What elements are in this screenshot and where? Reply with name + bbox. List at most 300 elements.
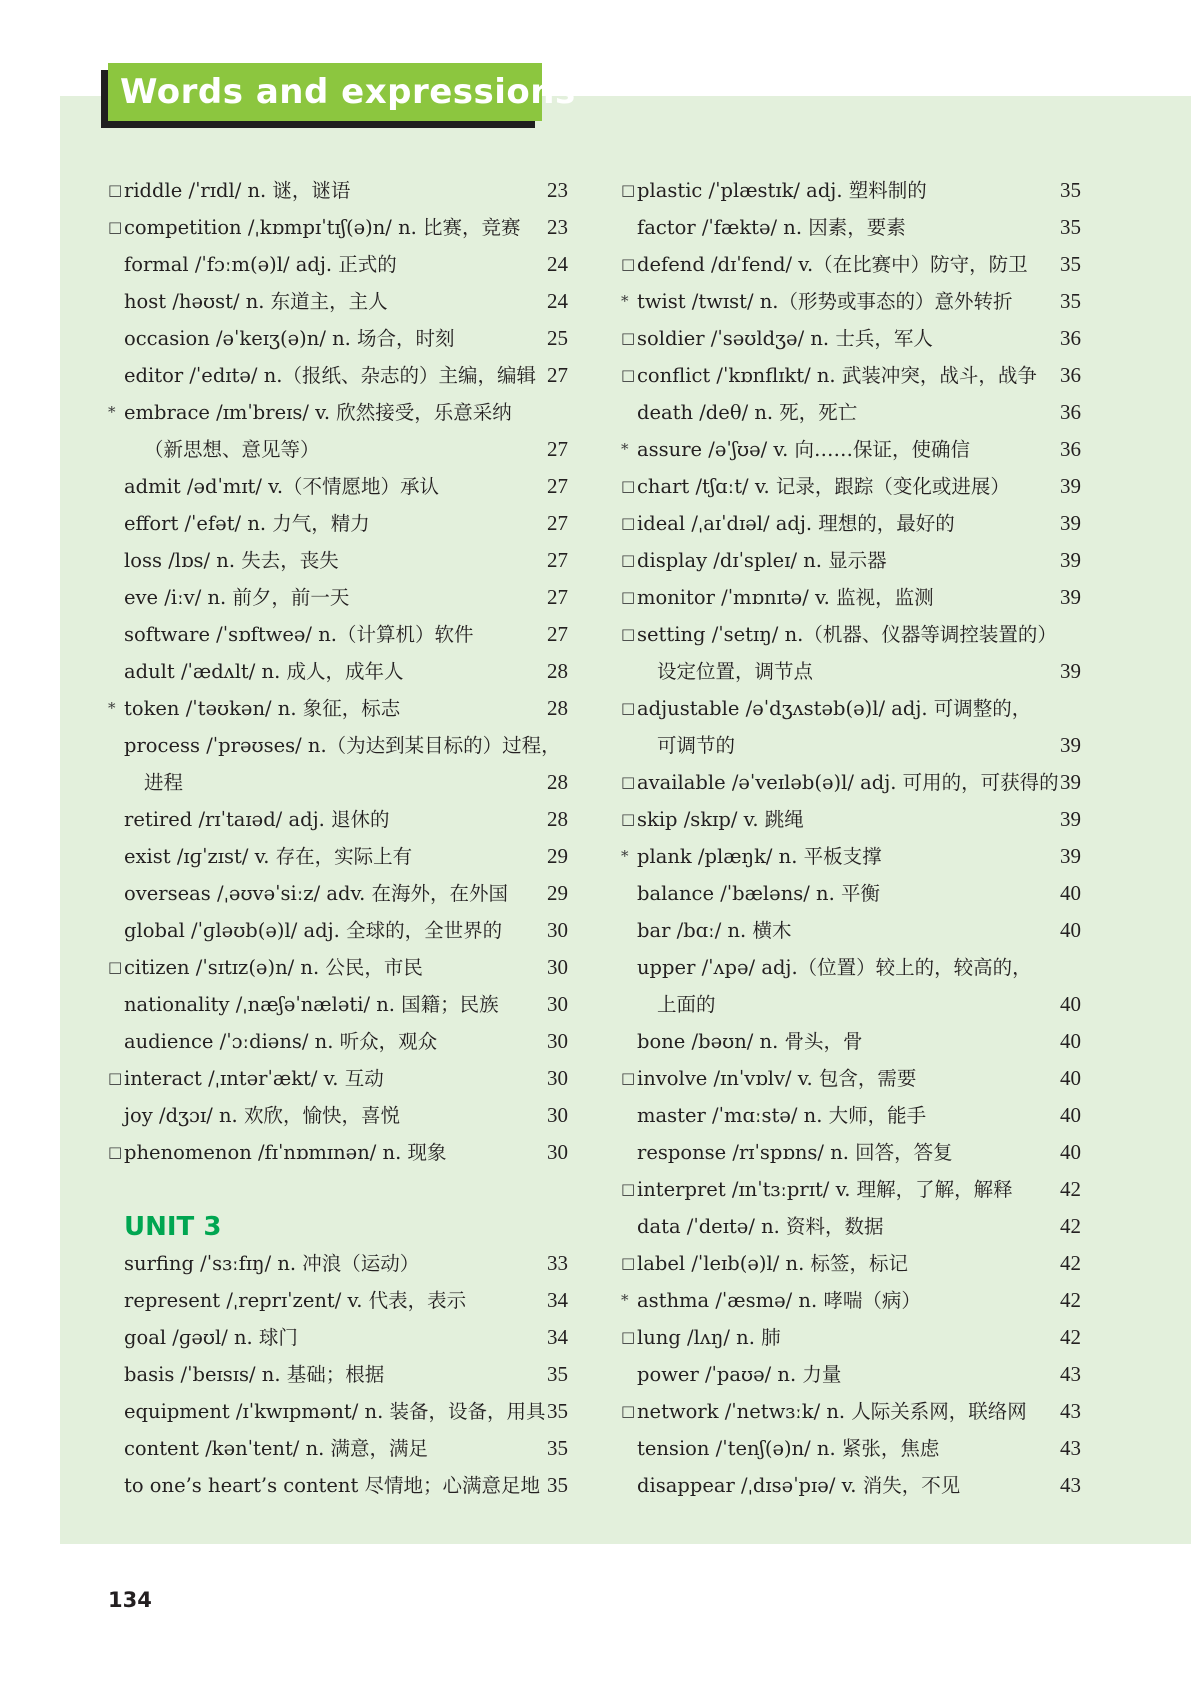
vocab-entry — [621, 357, 1081, 394]
vocab-entry — [621, 1134, 1081, 1171]
entry-text: content /kənˈtent/ n. 满意，满足 — [124, 1437, 429, 1460]
entry-line — [621, 1245, 1081, 1282]
vocab-entry — [621, 875, 1081, 912]
vocab-entry — [108, 1430, 568, 1467]
entry-line — [108, 209, 568, 246]
vocab-entry — [108, 801, 568, 838]
checkbox-square-icon: □ — [621, 1180, 636, 1198]
vocab-entry — [621, 172, 1081, 209]
entry-text: available /əˈveɪləb(ə)l/ adj. 可用的，可获得的 — [637, 771, 1059, 794]
vocab-entry — [621, 1171, 1081, 1208]
checkbox-square-icon: □ — [108, 218, 123, 236]
entry-page-number: 35 — [547, 1473, 568, 1497]
entry-line — [621, 1134, 1081, 1171]
vocab-entry — [108, 1134, 568, 1171]
entry-line — [108, 1023, 568, 1060]
entry-page-number: 35 — [547, 1362, 568, 1386]
entry-page-number: 28 — [547, 807, 568, 831]
page-title: Words and expressions — [108, 63, 542, 121]
entry-line — [621, 653, 1081, 690]
entry-page-number: 34 — [547, 1325, 568, 1349]
entry-text: upper /ˈʌpə/ adj.（位置）较上的，较高的， — [637, 956, 1032, 979]
entry-line — [621, 1356, 1081, 1393]
entry-text: formal /ˈfɔːm(ə)l/ adj. 正式的 — [124, 253, 397, 276]
section-spacer — [108, 1171, 568, 1205]
entry-line — [621, 431, 1081, 468]
entry-line — [621, 986, 1081, 1023]
entry-page-number: 27 — [547, 437, 568, 461]
asterisk-marker: * — [621, 440, 629, 458]
entry-page-number: 27 — [547, 474, 568, 498]
entry-page-number: 24 — [547, 252, 568, 276]
checkbox-square-icon: □ — [621, 625, 636, 643]
vocab-entry — [108, 394, 568, 468]
vocab-entry — [108, 542, 568, 579]
entry-page-number: 35 — [547, 1436, 568, 1460]
checkbox-square-icon: □ — [621, 810, 636, 828]
entry-text: represent /ˌreprɪˈzent/ v. 代表，表示 — [124, 1289, 467, 1312]
entry-text: goal /ɡəʊl/ n. 球门 — [124, 1326, 298, 1349]
entry-page-number: 35 — [547, 1399, 568, 1423]
checkbox-square-icon: □ — [621, 773, 636, 791]
entry-text: loss /lɒs/ n. 失去，丧失 — [124, 549, 339, 572]
entry-line — [621, 1097, 1081, 1134]
entry-text: effort /ˈefət/ n. 力气，精力 — [124, 512, 370, 535]
entry-text: plank /plæŋk/ n. 平板支撑 — [637, 845, 882, 868]
entry-page-number: 36 — [1060, 400, 1081, 424]
entry-text: joy /dʒɔɪ/ n. 欢欣，愉快，喜悦 — [124, 1104, 400, 1127]
entry-page-number: 40 — [1060, 1029, 1081, 1053]
vocab-entry — [621, 283, 1081, 320]
entry-line — [108, 690, 568, 727]
entry-page-number: 28 — [547, 696, 568, 720]
entry-page-number: 35 — [1060, 178, 1081, 202]
entry-line — [108, 1134, 568, 1171]
entry-page-number: 30 — [547, 992, 568, 1016]
vocab-entry — [108, 1467, 568, 1504]
entry-line — [108, 579, 568, 616]
vocab-entry — [108, 1245, 568, 1282]
entry-line — [621, 838, 1081, 875]
entry-line — [108, 838, 568, 875]
vocab-entry — [108, 616, 568, 653]
entry-page-number: 39 — [1060, 511, 1081, 535]
entry-text: admit /ədˈmɪt/ v.（不情愿地）承认 — [124, 475, 440, 498]
entry-text: riddle /ˈrɪdl/ n. 谜，谜语 — [124, 179, 351, 202]
entry-text: ideal /ˌaɪˈdɪəl/ adj. 理想的，最好的 — [637, 512, 955, 535]
vocab-entry — [108, 1097, 568, 1134]
right-column — [621, 172, 1081, 1504]
entry-line — [621, 283, 1081, 320]
entry-text: network /ˈnetwɜːk/ n. 人际关系网，联络网 — [637, 1400, 1027, 1423]
vocab-entry — [108, 172, 568, 209]
vocab-entry — [621, 542, 1081, 579]
entry-page-number: 34 — [547, 1288, 568, 1312]
entry-text: bone /bəʊn/ n. 骨头，骨 — [637, 1030, 863, 1053]
vocab-entry — [108, 320, 568, 357]
entry-page-number: 43 — [1060, 1473, 1081, 1497]
entry-line — [621, 579, 1081, 616]
vocab-entry — [621, 1282, 1081, 1319]
entry-line — [108, 542, 568, 579]
entry-text: 可调节的 — [657, 734, 736, 757]
entry-page-number: 29 — [547, 881, 568, 905]
entry-line — [108, 431, 568, 468]
entry-page-number: 39 — [1060, 844, 1081, 868]
entry-line — [621, 542, 1081, 579]
vocab-entry — [621, 468, 1081, 505]
entry-line — [108, 320, 568, 357]
entry-line — [108, 616, 568, 653]
vocab-entry — [108, 1060, 568, 1097]
vocab-entry — [108, 357, 568, 394]
entry-line — [621, 357, 1081, 394]
entry-text: data /ˈdeɪtə/ n. 资料，数据 — [637, 1215, 884, 1238]
vocab-entry — [621, 1208, 1081, 1245]
vocab-entry — [621, 1356, 1081, 1393]
checkbox-square-icon: □ — [621, 588, 636, 606]
entry-page-number: 42 — [1060, 1325, 1081, 1349]
entry-page-number: 27 — [547, 363, 568, 387]
entry-line — [108, 172, 568, 209]
entry-line — [621, 209, 1081, 246]
entry-line — [108, 246, 568, 283]
left-column — [108, 172, 568, 1504]
entry-page-number: 23 — [547, 215, 568, 239]
entry-text: competition /ˌkɒmpɪˈtɪʃ(ə)n/ n. 比赛，竞赛 — [124, 216, 521, 239]
asterisk-marker: * — [621, 847, 629, 865]
entry-text: process /ˈprəʊses/ n.（为达到某目标的）过程， — [124, 734, 561, 757]
vocab-entry — [108, 1023, 568, 1060]
entry-line — [621, 1171, 1081, 1208]
entry-text: master /ˈmɑːstə/ n. 大师，能手 — [637, 1104, 927, 1127]
vocab-entry — [621, 1319, 1081, 1356]
entry-line — [108, 875, 568, 912]
asterisk-marker: * — [108, 699, 116, 717]
entry-page-number: 25 — [547, 326, 568, 350]
entry-line — [108, 1393, 568, 1430]
vocab-entry — [108, 209, 568, 246]
entry-text: audience /ˈɔːdiəns/ n. 听众，观众 — [124, 1030, 438, 1053]
entry-text: balance /ˈbæləns/ n. 平衡 — [637, 882, 880, 905]
entry-page-number: 40 — [1060, 1103, 1081, 1127]
vocab-entry — [108, 653, 568, 690]
vocab-entry — [108, 727, 568, 801]
entry-text: death /deθ/ n. 死，死亡 — [637, 401, 858, 424]
entry-text: occasion /əˈkeɪʒ(ə)n/ n. 场合，时刻 — [124, 327, 455, 350]
checkbox-square-icon: □ — [621, 551, 636, 569]
vocab-entry — [108, 246, 568, 283]
entry-page-number: 29 — [547, 844, 568, 868]
entry-line — [621, 1060, 1081, 1097]
entry-text: 设定位置，调节点 — [657, 660, 814, 683]
entry-page-number: 40 — [1060, 918, 1081, 942]
vocab-entry — [621, 912, 1081, 949]
entry-text: phenomenon /fɪˈnɒmɪnən/ n. 现象 — [124, 1141, 447, 1164]
checkbox-square-icon: □ — [621, 699, 636, 717]
entry-page-number: 39 — [1060, 770, 1081, 794]
entry-text: embrace /ɪmˈbreɪs/ v. 欣然接受，乐意采纳 — [124, 401, 512, 424]
entry-text: response /rɪˈspɒns/ n. 回答，答复 — [637, 1141, 953, 1164]
entry-line — [108, 1097, 568, 1134]
entry-page-number: 42 — [1060, 1214, 1081, 1238]
entry-page-number: 35 — [1060, 289, 1081, 313]
vocab-entry — [108, 838, 568, 875]
entry-page-number: 30 — [547, 918, 568, 942]
entry-page-number: 35 — [1060, 252, 1081, 276]
entry-text: eve /iːv/ n. 前夕，前一天 — [124, 586, 350, 609]
entry-page-number: 39 — [1060, 585, 1081, 609]
asterisk-marker: * — [621, 1291, 629, 1309]
entry-text: nationality /ˌnæʃəˈnæləti/ n. 国籍；民族 — [124, 993, 499, 1016]
entry-text: editor /ˈedɪtə/ n.（报纸、杂志的）主编，编辑 — [124, 364, 536, 387]
vocab-entry — [621, 949, 1081, 1023]
entry-line — [108, 505, 568, 542]
entry-line — [621, 690, 1081, 727]
vocab-entry — [108, 468, 568, 505]
entry-line — [621, 172, 1081, 209]
checkbox-square-icon: □ — [621, 477, 636, 495]
entry-text: asthma /ˈæsmə/ n. 哮喘（病） — [637, 1289, 921, 1312]
entry-page-number: 42 — [1060, 1177, 1081, 1201]
vocab-entry — [621, 764, 1081, 801]
vocab-entry — [108, 1282, 568, 1319]
entry-text: （新思想、意见等） — [144, 438, 320, 461]
vocab-entry — [621, 209, 1081, 246]
entry-line — [621, 764, 1081, 801]
entry-page-number: 42 — [1060, 1251, 1081, 1275]
entry-line — [621, 1467, 1081, 1504]
entry-text: plastic /ˈplæstɪk/ adj. 塑料制的 — [637, 179, 927, 202]
entry-text: equipment /ɪˈkwɪpmənt/ n. 装备，设备，用具 — [124, 1400, 546, 1423]
entry-page-number: 35 — [1060, 215, 1081, 239]
entry-page-number: 30 — [547, 1066, 568, 1090]
entry-page-number: 30 — [547, 955, 568, 979]
entry-page-number: 27 — [547, 585, 568, 609]
entry-text: overseas /ˌəʊvəˈsiːz/ adv. 在海外，在外国 — [124, 882, 509, 905]
vocab-entry — [621, 690, 1081, 764]
entry-line — [621, 616, 1081, 653]
checkbox-square-icon: □ — [621, 181, 636, 199]
entry-line — [621, 1023, 1081, 1060]
vocab-entry — [621, 1097, 1081, 1134]
entry-line — [621, 505, 1081, 542]
vocab-entry — [621, 1393, 1081, 1430]
asterisk-marker: * — [621, 292, 629, 310]
checkbox-square-icon: □ — [621, 1069, 636, 1087]
vocab-entry — [621, 579, 1081, 616]
vocab-entry — [108, 986, 568, 1023]
entry-page-number: 40 — [1060, 1066, 1081, 1090]
vocab-entry — [621, 246, 1081, 283]
entry-page-number: 39 — [1060, 548, 1081, 572]
entry-text: conflict /ˈkɒnflɪkt/ n. 武装冲突，战斗，战争 — [637, 364, 1037, 387]
entry-line — [621, 949, 1081, 986]
entry-text: twist /twɪst/ n.（形势或事态的）意外转折 — [637, 290, 1013, 313]
entry-text: host /həʊst/ n. 东道主，主人 — [124, 290, 388, 313]
entry-page-number: 39 — [1060, 659, 1081, 683]
entry-line — [621, 1208, 1081, 1245]
vocab-entry — [621, 431, 1081, 468]
vocab-entry — [108, 690, 568, 727]
checkbox-square-icon: □ — [621, 329, 636, 347]
entry-line — [108, 468, 568, 505]
vocab-entry — [108, 1393, 568, 1430]
entry-text: interpret /ɪnˈtɜːprɪt/ v. 理解，了解，解释 — [637, 1178, 1013, 1201]
vocab-entry — [621, 801, 1081, 838]
checkbox-square-icon: □ — [108, 958, 123, 976]
vocab-entry — [108, 1356, 568, 1393]
checkbox-square-icon: □ — [621, 1254, 636, 1272]
vocab-entry — [621, 1245, 1081, 1282]
entry-page-number: 40 — [1060, 881, 1081, 905]
entry-text: token /ˈtəʊkən/ n. 象征，标志 — [124, 697, 401, 720]
entry-text: bar /bɑː/ n. 横木 — [637, 919, 792, 942]
entry-line — [621, 727, 1081, 764]
entry-page-number: 42 — [1060, 1288, 1081, 1312]
entry-text: power /ˈpaʊə/ n. 力量 — [637, 1363, 842, 1386]
entry-line — [108, 1060, 568, 1097]
entry-page-number: 28 — [547, 659, 568, 683]
entry-text: lung /lʌŋ/ n. 肺 — [637, 1326, 781, 1349]
entry-page-number: 33 — [547, 1251, 568, 1275]
vocab-entry — [621, 505, 1081, 542]
entry-page-number: 43 — [1060, 1436, 1081, 1460]
vocab-entry — [621, 1430, 1081, 1467]
entry-line — [621, 1430, 1081, 1467]
entry-text: 进程 — [144, 771, 184, 794]
entry-line — [621, 912, 1081, 949]
entry-line — [621, 394, 1081, 431]
checkbox-square-icon: □ — [621, 1328, 636, 1346]
entry-text: soldier /ˈsəʊldʒə/ n. 士兵，军人 — [637, 327, 933, 350]
entry-page-number: 39 — [1060, 807, 1081, 831]
entry-line — [108, 986, 568, 1023]
entry-line — [108, 1467, 568, 1504]
entry-line — [621, 320, 1081, 357]
entry-page-number: 24 — [547, 289, 568, 313]
vocab-entry — [108, 579, 568, 616]
entry-page-number: 39 — [1060, 474, 1081, 498]
entry-line — [621, 246, 1081, 283]
entry-page-number: 43 — [1060, 1399, 1081, 1423]
page-number: 134 — [108, 1588, 152, 1612]
entry-page-number: 27 — [547, 622, 568, 646]
entry-line — [108, 283, 568, 320]
vocab-entry — [621, 320, 1081, 357]
vocab-entry — [108, 1319, 568, 1356]
entry-text: defend /dɪˈfend/ v.（在比赛中）防守，防卫 — [637, 253, 1028, 276]
checkbox-square-icon: □ — [621, 366, 636, 384]
checkbox-square-icon: □ — [108, 1143, 123, 1161]
vocab-entry — [621, 838, 1081, 875]
entry-text: setting /ˈsetɪŋ/ n.（机器、仪器等调控装置的） — [637, 623, 1057, 646]
entry-text: monitor /ˈmɒnɪtə/ v. 监视，监测 — [637, 586, 934, 609]
checkbox-square-icon: □ — [108, 1069, 123, 1087]
entry-text: software /ˈsɒftweə/ n.（计算机）软件 — [124, 623, 474, 646]
checkbox-square-icon: □ — [108, 181, 123, 199]
entry-line — [108, 1245, 568, 1282]
entry-line — [108, 394, 568, 431]
entry-line — [108, 912, 568, 949]
entry-text: 上面的 — [657, 993, 716, 1016]
entry-line — [108, 653, 568, 690]
entry-page-number: 43 — [1060, 1362, 1081, 1386]
checkbox-square-icon: □ — [621, 514, 636, 532]
entry-page-number: 30 — [547, 1103, 568, 1127]
entry-text: to one’s heart’s content 尽情地；心满意足地 — [124, 1474, 540, 1497]
entry-line — [108, 1356, 568, 1393]
entry-line — [108, 1430, 568, 1467]
entry-page-number: 30 — [547, 1140, 568, 1164]
vocab-entry — [108, 283, 568, 320]
vocab-entry — [621, 616, 1081, 690]
entry-line — [108, 801, 568, 838]
checkbox-square-icon: □ — [621, 1402, 636, 1420]
entry-text: basis /ˈbeɪsɪs/ n. 基础；根据 — [124, 1363, 385, 1386]
entry-page-number: 40 — [1060, 992, 1081, 1016]
entry-text: exist /ɪɡˈzɪst/ v. 存在，实际上有 — [124, 845, 413, 868]
asterisk-marker: * — [108, 403, 116, 421]
vocab-entry — [621, 394, 1081, 431]
entry-text: factor /ˈfæktə/ n. 因素，要素 — [637, 216, 906, 239]
vocab-entry — [108, 505, 568, 542]
entry-text: label /ˈleɪb(ə)l/ n. 标签，标记 — [637, 1252, 908, 1275]
vocab-entry — [621, 1467, 1081, 1504]
entry-text: assure /əˈʃʊə/ v. 向……保证，使确信 — [637, 438, 971, 461]
entry-line — [621, 468, 1081, 505]
checkbox-square-icon: □ — [621, 255, 636, 273]
entry-text: display /dɪˈspleɪ/ n. 显示器 — [637, 549, 887, 572]
entry-line — [108, 727, 568, 764]
entry-text: adult /ˈædʌlt/ n. 成人，成年人 — [124, 660, 404, 683]
entry-page-number: 28 — [547, 770, 568, 794]
entry-page-number: 27 — [547, 548, 568, 572]
entry-text: involve /ɪnˈvɒlv/ v. 包含，需要 — [637, 1067, 917, 1090]
entry-page-number: 36 — [1060, 326, 1081, 350]
entry-line — [108, 1319, 568, 1356]
entry-text: retired /rɪˈtaɪəd/ adj. 退休的 — [124, 808, 390, 831]
entry-line — [108, 764, 568, 801]
entry-page-number: 40 — [1060, 1140, 1081, 1164]
entry-text: skip /skɪp/ v. 跳绳 — [637, 808, 804, 831]
entry-text: tension /ˈtenʃ(ə)n/ n. 紧张，焦虑 — [637, 1437, 940, 1460]
vocab-entry — [621, 1060, 1081, 1097]
entry-line — [108, 949, 568, 986]
vocab-entry — [108, 875, 568, 912]
entry-line — [621, 1282, 1081, 1319]
vocab-entry — [621, 1023, 1081, 1060]
entry-line — [621, 875, 1081, 912]
entry-page-number: 27 — [547, 511, 568, 535]
entry-line — [108, 1282, 568, 1319]
entry-page-number: 39 — [1060, 733, 1081, 757]
entry-page-number: 36 — [1060, 437, 1081, 461]
entry-line — [108, 357, 568, 394]
entry-line — [621, 1393, 1081, 1430]
entry-text: citizen /ˈsɪtɪz(ə)n/ n. 公民，市民 — [124, 956, 423, 979]
entry-text: chart /tʃɑːt/ v. 记录，跟踪（变化或进展） — [637, 475, 1010, 498]
entry-line — [621, 1319, 1081, 1356]
entry-text: adjustable /əˈdʒʌstəb(ə)l/ adj. 可调整的， — [637, 697, 1032, 720]
entry-text: surfing /ˈsɜːfɪŋ/ n. 冲浪（运动） — [124, 1252, 420, 1275]
entry-text: interact /ˌɪntərˈækt/ v. 互动 — [124, 1067, 384, 1090]
entry-page-number: 36 — [1060, 363, 1081, 387]
entry-line — [621, 801, 1081, 838]
unit-heading: UNIT 3 — [124, 1212, 222, 1242]
entry-page-number: 23 — [547, 178, 568, 202]
entry-text: disappear /ˌdɪsəˈpɪə/ v. 消失，不见 — [637, 1474, 961, 1497]
